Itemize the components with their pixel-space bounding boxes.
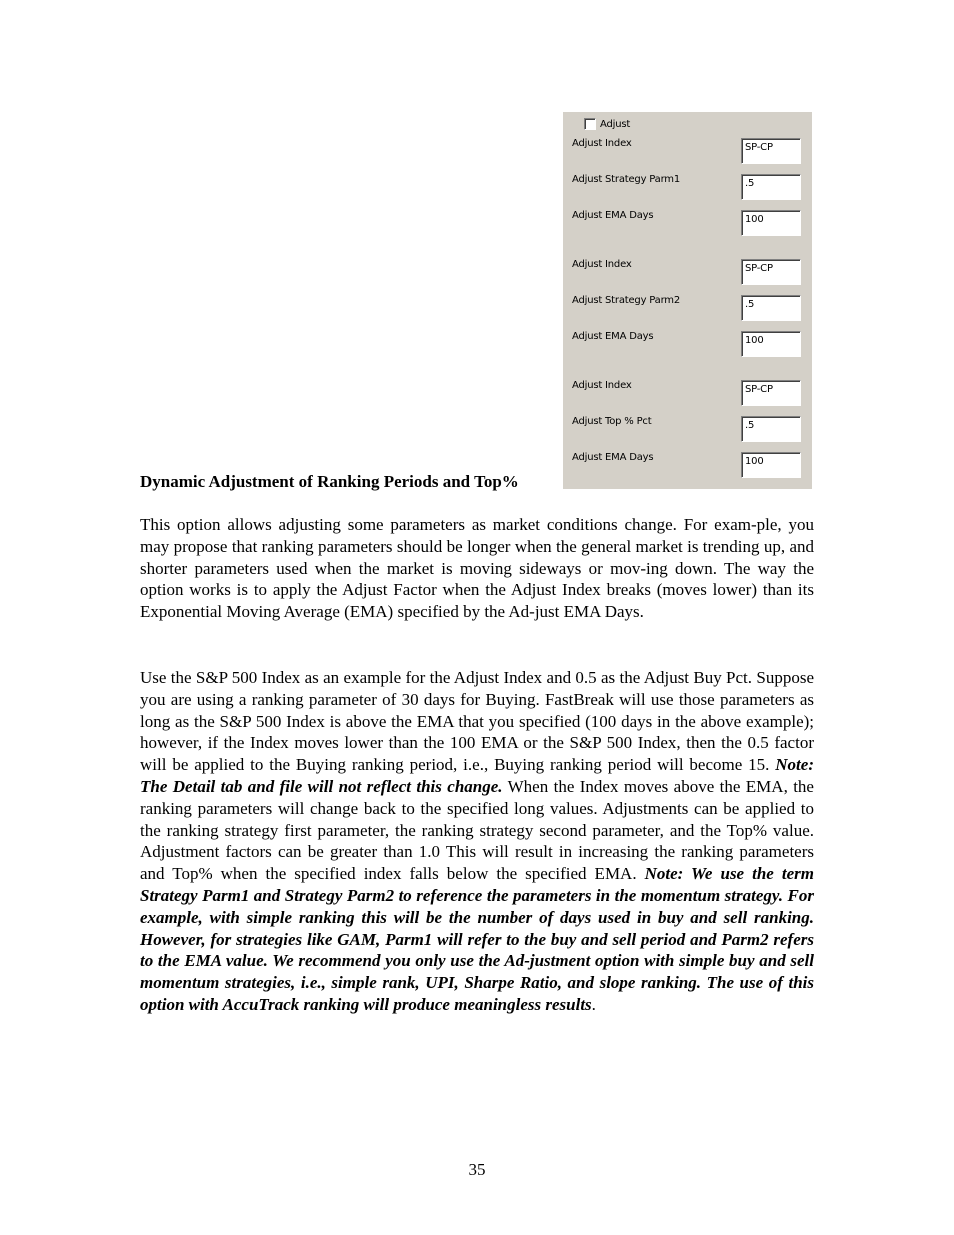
adjust-top-pct-label: Adjust Top % Pct xyxy=(572,416,652,427)
detail-tab-note: Note: The Detail tab and file will not reflect this change. xyxy=(140,755,814,796)
adjust-strategy-parm2-label: Adjust Strategy Parm2 xyxy=(572,295,681,306)
adjust-index-label-1: Adjust Index xyxy=(572,138,632,149)
adjust-index-label-3: Adjust Index xyxy=(572,380,632,391)
adjust-index-label-2: Adjust Index xyxy=(572,259,632,270)
adjust-checkbox-label: Adjust xyxy=(600,118,631,130)
adjust-index-input-1[interactable]: SP-CP xyxy=(741,138,801,164)
adjust-ema-days-label-2: Adjust EMA Days xyxy=(572,331,654,342)
section-heading: Dynamic Adjustment of Ranking Periods and Top% xyxy=(140,472,519,491)
paragraph-example xyxy=(140,667,814,1016)
adjust-index-input-2[interactable]: SP-CP xyxy=(741,259,801,285)
adjust-ema-days-input-2[interactable]: 100 xyxy=(741,331,801,357)
adjust-ema-days-label-1: Adjust EMA Days xyxy=(572,210,654,221)
paragraph-end-period: . xyxy=(591,994,596,1014)
adjust-top-pct-input[interactable]: .5 xyxy=(741,416,801,442)
adjust-checkbox[interactable] xyxy=(584,118,596,130)
paragraph-example-text-2: When the Index moves above the EMA, the ranking parameters will change back to the specified long values. Adjustments can be applied to the ranking strategy first parameter, the ranking strategy second parameter, and the Top% value. Adjustment factors can be greater than 1.0 This will result in increasing the ranking parameters and Top% when the specified index falls below the specified EMA. xyxy=(140,776,814,884)
strategy-parm-note: Note: We use the term Strategy Parm1 and Strategy Parm2 to reference the parameters in the momentum strategy. For example, with simple ranking this will be the number of days used in buy and sell ranking. However, for strategies like GAM, Parm1 will refer to the buy and sell period and Parm2 refers to the EMA value. We recommend you only use the Ad-justment option with simple buy and sell momentum strategies, i.e., simple rank, UPI, Sharpe Ratio, and slope ranking. The use of this option with AccuTrack ranking will produce meaningless results xyxy=(140,864,814,1014)
adjust-checkbox-row[interactable] xyxy=(584,118,630,130)
paragraph-example-text-1: Use the S&P 500 Index as an example for the Adjust Index and 0.5 as the Adjust Buy Pct. Suppose you are using a ranking parameter of 30 days for Buying. FastBreak will use those parameters as long as the S&P 500 Index is above the EMA that you specified (100 days in the above example); however, if the Index moves lower than the 100 EMA or the S&P 500 Index, then the 0.5 factor will be applied to the Buying ranking period, i.e., Buying ranking period will become 15. xyxy=(140,668,814,775)
paragraph-intro: This option allows adjusting some parameters as market conditions change. For exam-ple, you may propose that ranking parameters should be longer when the general market is trending up, and shorter parameters used when the market is moving sideways or mov-ing down. The way the option works is to apply the Adjust Factor when the Adjust Index breaks (moves lower) than its Exponential Moving Average (EMA) specified by the Ad-just EMA Days. xyxy=(140,515,814,622)
page-number: 35 xyxy=(468,1160,486,1179)
adjust-ema-days-input-1[interactable]: 100 xyxy=(741,210,801,236)
adjust-strategy-parm1-label: Adjust Strategy Parm1 xyxy=(572,174,681,185)
adjust-settings-panel xyxy=(563,112,812,489)
adjust-index-input-3[interactable]: SP-CP xyxy=(741,380,801,406)
adjust-strategy-parm2-input[interactable]: .5 xyxy=(741,295,801,321)
adjust-ema-days-label-3: Adjust EMA Days xyxy=(572,452,654,463)
adjust-ema-days-input-3[interactable]: 100 xyxy=(741,452,801,478)
adjust-strategy-parm1-input[interactable]: .5 xyxy=(741,174,801,200)
